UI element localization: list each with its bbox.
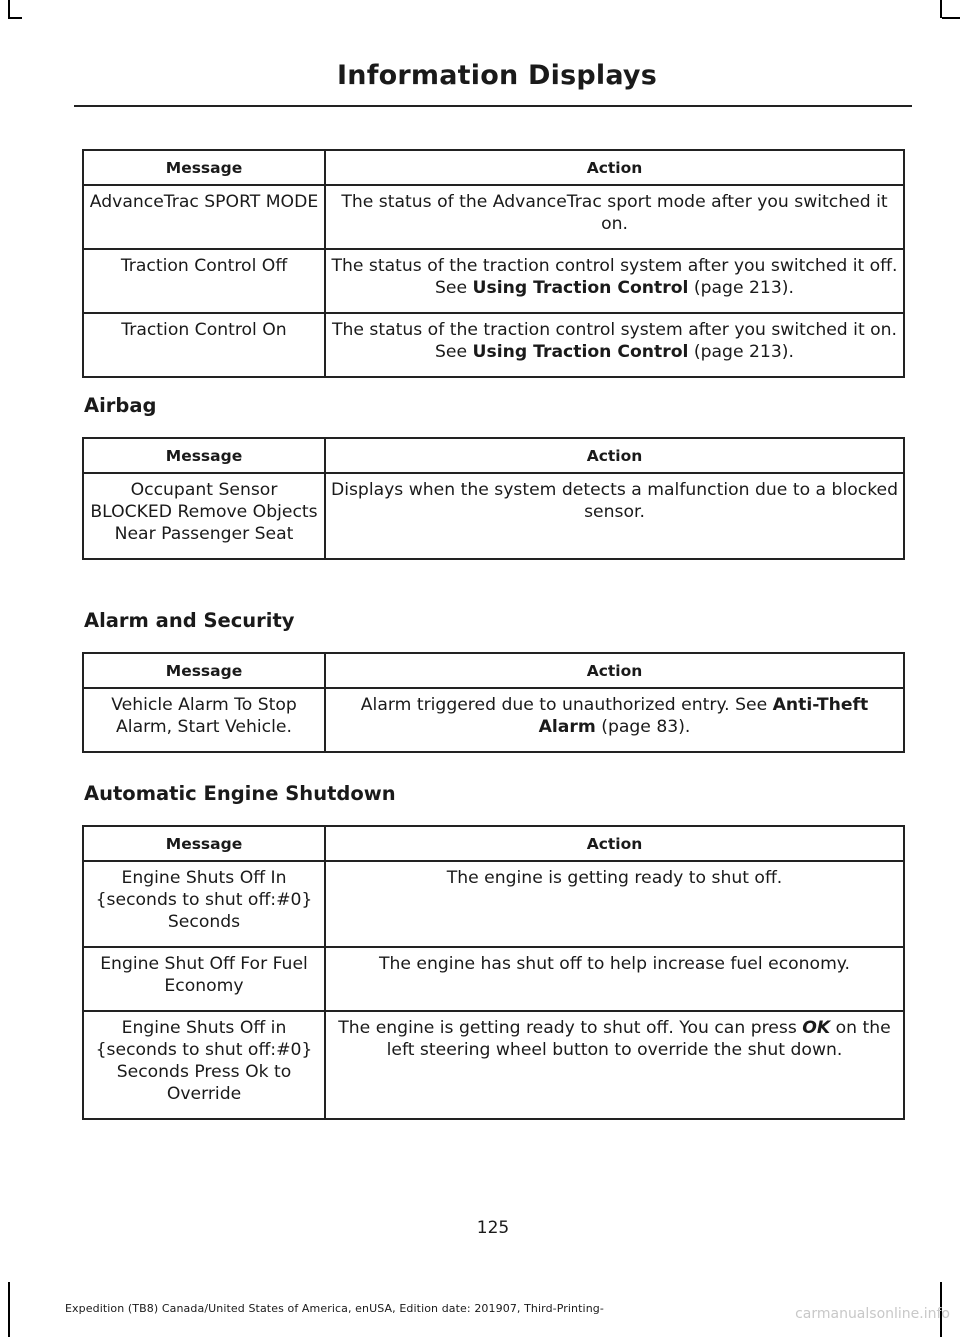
action-cell [325,313,904,377]
table-row [83,947,904,1011]
column-header-action: Action [325,150,904,185]
message-cell: Engine Shuts Off In {seconds to shut off:#0} Seconds [83,861,325,947]
table-row [83,313,904,377]
action-cell: The engine has shut off to help increase fuel economy. [325,947,904,1011]
action-cell [325,249,904,313]
table-row [83,688,904,752]
column-header-message: Message [83,150,325,185]
column-header-action: Action [325,826,904,861]
message-cell: Engine Shuts Off in {seconds to shut off:#0} Seconds Press Ok to Override [83,1011,325,1119]
message-table-traction [82,149,905,378]
column-header-message: Message [83,438,325,473]
table-header-row [83,150,904,185]
crop-mark [940,0,942,18]
message-table-airbag [82,437,905,560]
section-heading-alarm-security: Alarm and Security [84,609,295,632]
message-cell: AdvanceTrac SPORT MODE [83,185,325,249]
table-header-row [83,653,904,688]
table-row [83,473,904,559]
action-text: The status of the traction control system after you switched it off. See [331,256,898,298]
column-header-message: Message [83,653,325,688]
action-cell: The status of the AdvanceTrac sport mode after you switched it on. [325,185,904,249]
section-heading-engine-shutdown: Automatic Engine Shutdown [84,782,396,805]
message-cell: Engine Shut Off For Fuel Economy [83,947,325,1011]
cross-reference-link[interactable]: Anti-Theft Alarm [538,695,869,737]
page-reference: (page 213). [688,342,794,362]
column-header-action: Action [325,653,904,688]
crop-mark [8,0,10,18]
column-header-action: Action [325,438,904,473]
action-text: Alarm triggered due to unauthorized entry. See [360,695,773,715]
message-cell: Traction Control On [83,313,325,377]
message-cell: Traction Control Off [83,249,325,313]
section-heading-airbag: Airbag [84,394,157,417]
table-header-row [83,438,904,473]
table-row [83,185,904,249]
action-cell: Displays when the system detects a malfunction due to a blocked sensor. [325,473,904,559]
message-cell: Occupant Sensor BLOCKED Remove Objects Near Passenger Seat [83,473,325,559]
action-text: on the left steering wheel button to override the shut down. [386,1018,891,1060]
crop-mark [942,17,960,19]
table-row [83,249,904,313]
page-number: 125 [476,1218,510,1238]
crop-mark [8,1282,10,1337]
page-title: Information Displays [337,60,657,91]
message-table-alarm [82,652,905,753]
message-cell: Vehicle Alarm To Stop Alarm, Start Vehicle. [83,688,325,752]
cross-reference-link[interactable]: Using Traction Control [472,342,689,362]
cross-reference-link[interactable]: Using Traction Control [472,278,689,298]
action-text: The engine is getting ready to shut off. You can press [338,1018,803,1038]
column-header-message: Message [83,826,325,861]
footer-edition-info: Expedition (TB8) Canada/United States of America, enUSA, Edition date: 201907, Third-Printing- [65,1302,604,1315]
watermark: carmanualsonline.info [795,1306,950,1322]
action-text: The status of the traction control system after you switched it on. See [331,320,898,362]
message-table-engine-shutdown [82,825,905,1120]
page-reference: (page 83). [595,717,691,737]
action-cell: The engine is getting ready to shut off. [325,861,904,947]
page-reference: (page 213). [688,278,794,298]
table-row [83,1011,904,1119]
action-cell [325,1011,904,1119]
header-divider [74,105,912,107]
action-cell [325,688,904,752]
crop-mark [8,17,22,19]
table-row [83,861,904,947]
ok-button-label: OK [802,1018,831,1038]
table-header-row [83,826,904,861]
